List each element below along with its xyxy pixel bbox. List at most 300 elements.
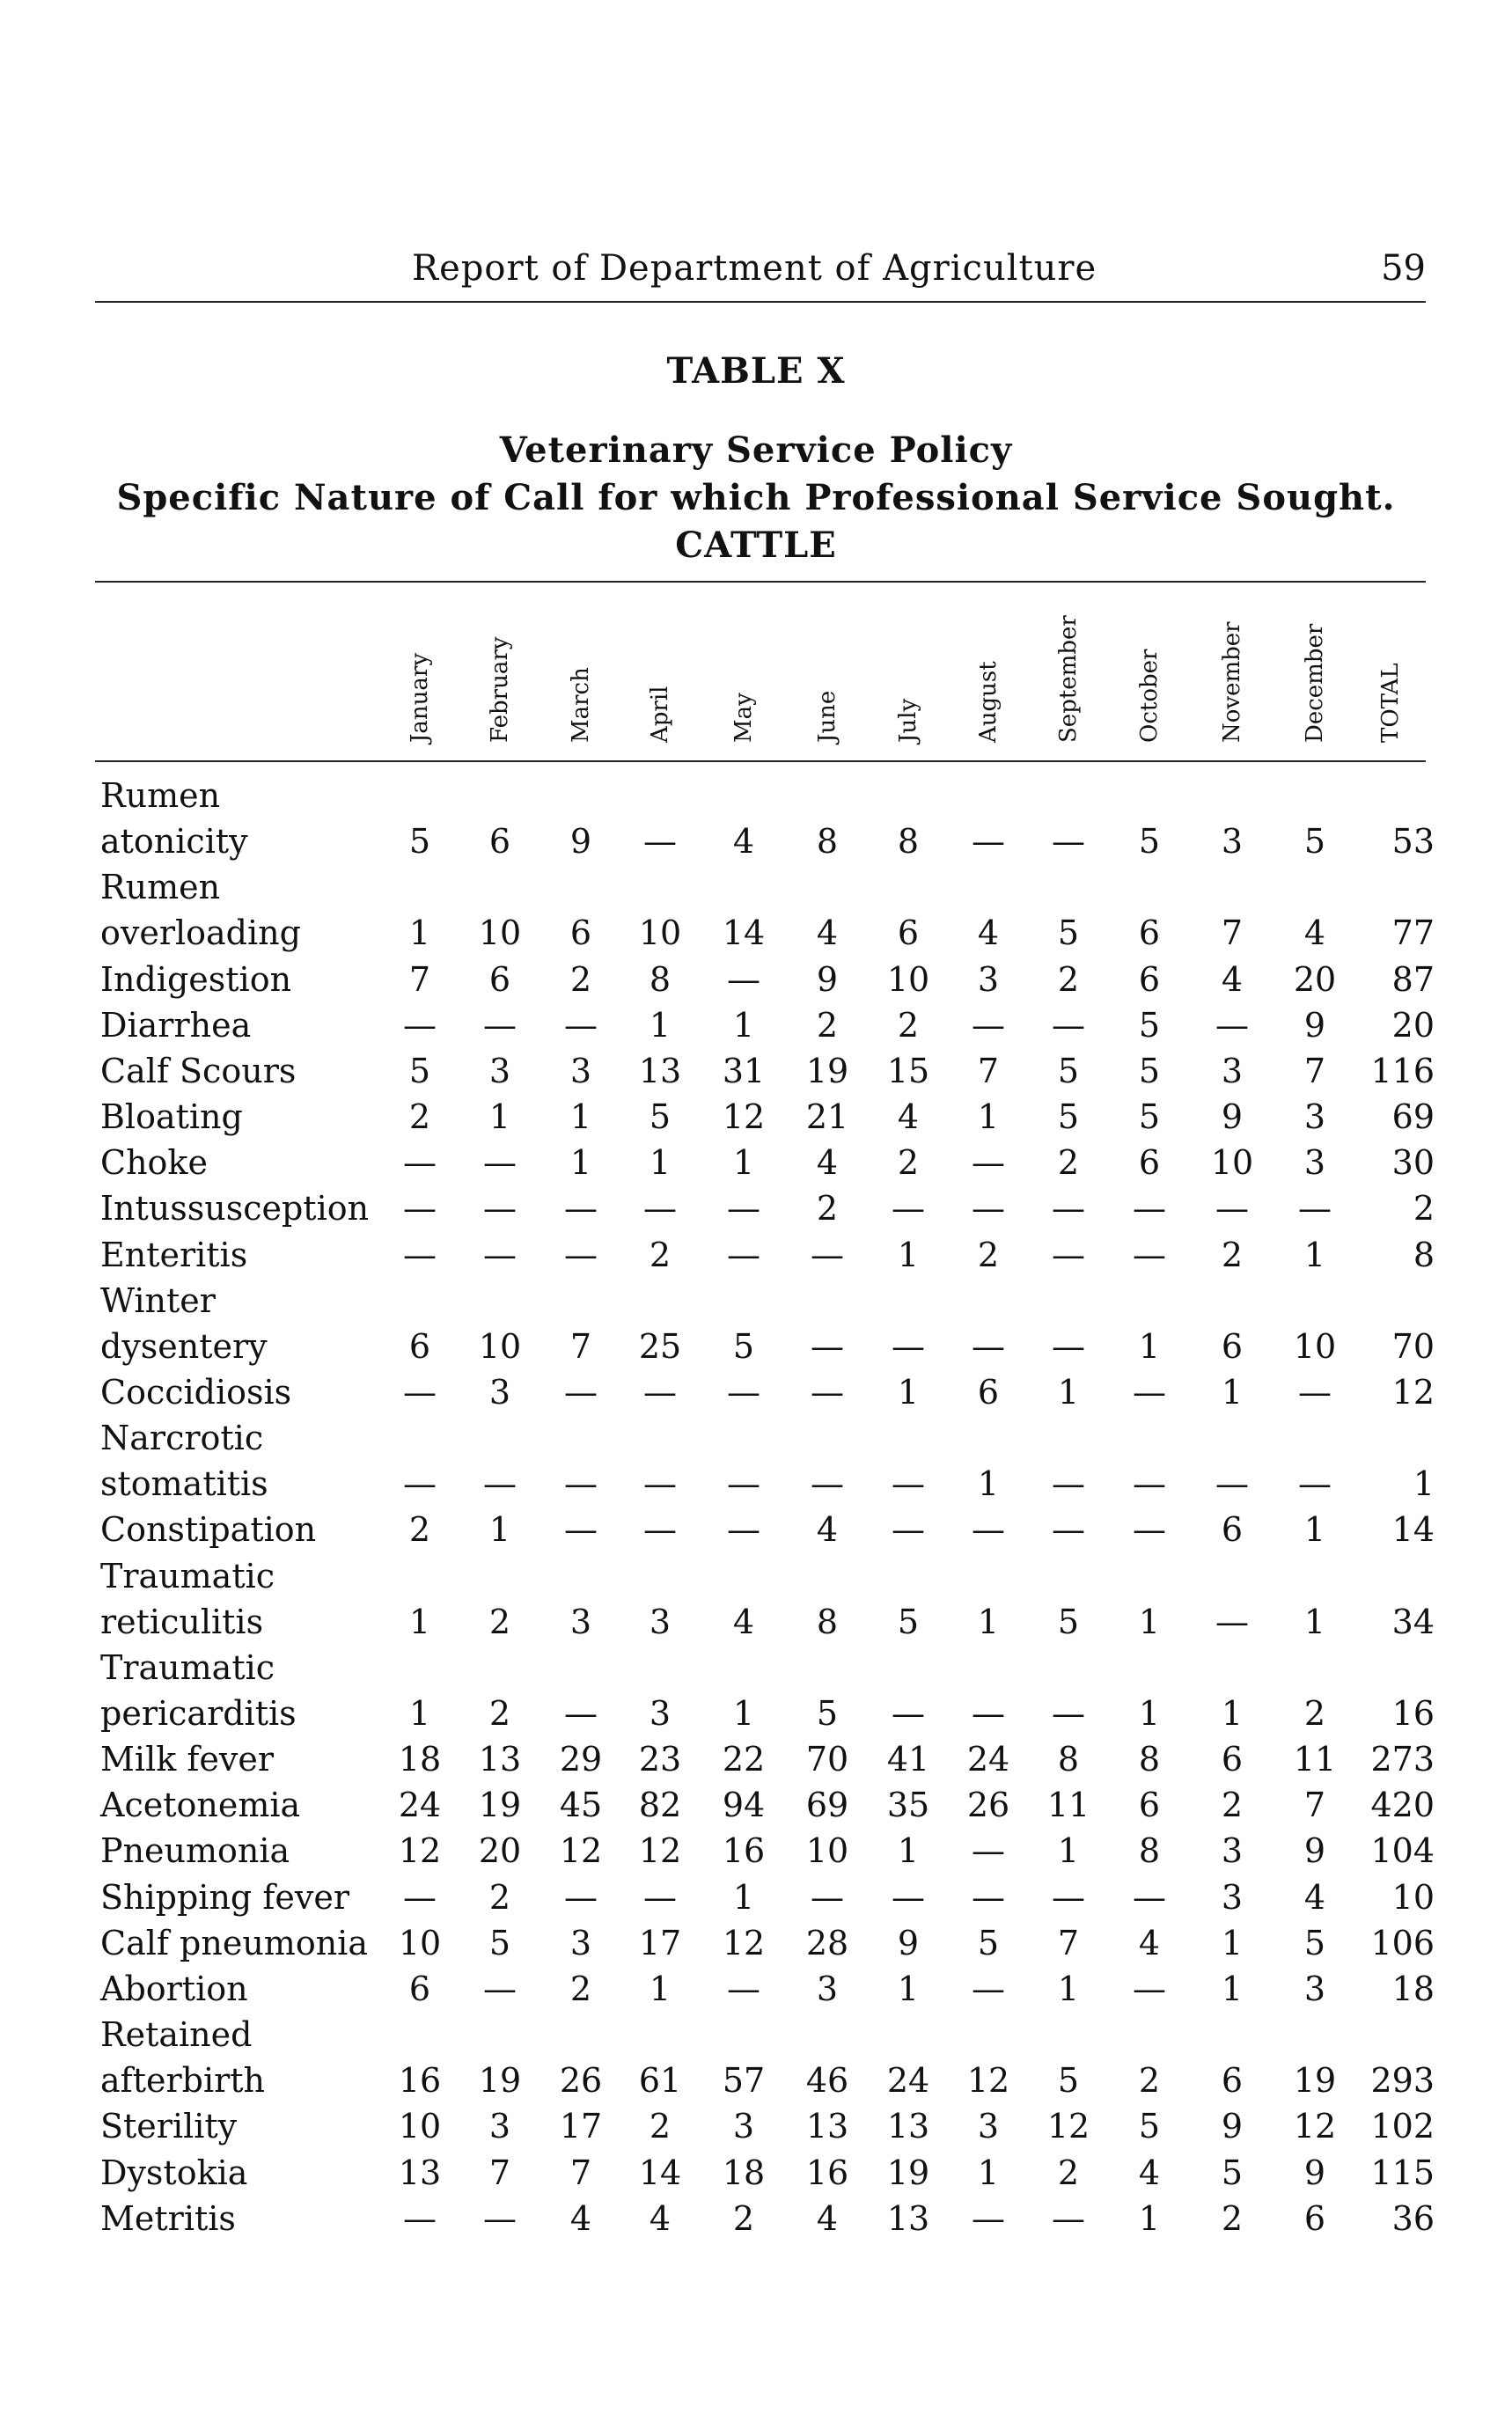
column-header-april: April [647, 686, 673, 743]
month-cell: — [564, 1236, 598, 1274]
column-header-december: December [1302, 623, 1328, 743]
month-cell: 5 [1138, 822, 1161, 861]
month-cell: — [972, 1006, 1005, 1045]
table-row [0, 1415, 1512, 1461]
month-cell: — [564, 1464, 598, 1503]
month-cell: 69 [805, 1786, 849, 1824]
month-cell: — [727, 1970, 760, 2008]
row-label: atonicity [100, 822, 248, 861]
month-cell: 8 [1138, 1831, 1161, 1870]
month-cell: — [811, 1236, 844, 1274]
month-cell: — [483, 1970, 517, 2008]
month-cell: 2 [488, 1603, 511, 1641]
month-cell: — [1298, 1464, 1332, 1503]
column-header-february: February [487, 636, 513, 743]
table-row [0, 910, 1512, 956]
month-cell: 1 [1303, 1236, 1326, 1274]
month-cell: 4 [1221, 960, 1244, 999]
month-cell: — [727, 1189, 760, 1228]
table-row [0, 2012, 1512, 2058]
month-cell: — [483, 1464, 517, 1503]
month-cell: 6 [1138, 1143, 1161, 1182]
row-label: Retained [100, 2015, 253, 2054]
month-cell: — [1052, 1327, 1085, 1366]
row-label: Rumen [100, 868, 221, 906]
month-cell: 19 [478, 2061, 522, 2100]
total-cell: 20 [1391, 1006, 1435, 1045]
month-cell: — [564, 1878, 598, 1917]
month-cell: 6 [1221, 2061, 1244, 2100]
month-cell: — [811, 1464, 844, 1503]
table-row [0, 1507, 1512, 1552]
month-cell: 4 [1303, 1878, 1326, 1917]
row-label: Shipping fever [100, 1878, 350, 1917]
month-cell: 35 [886, 1786, 930, 1824]
month-cell: 13 [886, 2107, 930, 2146]
month-cell: 3 [569, 1924, 592, 1962]
total-cell: 102 [1370, 2107, 1435, 2146]
month-cell: 5 [1057, 1052, 1080, 1090]
table-row [0, 1966, 1512, 2012]
month-cell: — [1215, 1189, 1249, 1228]
month-cell: 10 [886, 960, 930, 999]
month-cell: 4 [816, 913, 839, 952]
month-cell: — [483, 2199, 517, 2238]
month-cell: 6 [1221, 1510, 1244, 1549]
month-cell: 7 [1303, 1052, 1326, 1090]
month-cell: 10 [398, 1924, 442, 1962]
month-cell: 3 [1303, 1970, 1326, 2008]
table-title: Veterinary Service Policy [499, 429, 1013, 471]
row-label: Bloating [100, 1097, 243, 1136]
table-row [0, 773, 1512, 818]
row-label: dysentery [100, 1327, 268, 1366]
month-cell: 4 [649, 2199, 672, 2238]
month-cell: 31 [722, 1052, 766, 1090]
month-cell: 3 [1221, 1878, 1244, 1917]
total-cell: 30 [1391, 1143, 1435, 1182]
month-cell: 5 [1057, 1603, 1080, 1641]
table-row [0, 1782, 1512, 1828]
month-cell: 13 [398, 2153, 442, 2192]
month-cell: 24 [398, 1786, 442, 1824]
row-label: Coccidiosis [100, 1373, 292, 1412]
table-row [0, 1278, 1512, 1324]
month-cell: 6 [488, 960, 511, 999]
month-cell: 3 [732, 2107, 755, 2146]
month-cell: — [1052, 822, 1085, 861]
month-cell: 7 [1303, 1786, 1326, 1824]
month-cell: 46 [805, 2061, 849, 2100]
table-category: CATTLE [675, 524, 837, 566]
month-cell: 9 [897, 1924, 920, 1962]
month-cell: 11 [1293, 1740, 1337, 1779]
month-cell: 6 [1138, 1786, 1161, 1824]
column-header-november: November [1219, 621, 1245, 743]
month-cell: 28 [805, 1924, 849, 1962]
month-cell: 1 [1303, 1510, 1326, 1549]
month-cell: — [643, 1189, 677, 1228]
month-cell: — [1133, 1510, 1166, 1549]
row-label: Constipation [100, 1510, 317, 1549]
row-label: Calf pneumonia [100, 1924, 368, 1962]
month-cell: — [564, 1189, 598, 1228]
month-cell: 13 [638, 1052, 682, 1090]
total-cell: 420 [1370, 1786, 1435, 1824]
total-cell: 16 [1391, 1694, 1435, 1733]
month-cell: — [403, 1189, 437, 1228]
column-header-september: September [1055, 615, 1082, 743]
month-cell: 4 [897, 1097, 920, 1136]
month-cell: 2 [897, 1143, 920, 1182]
month-cell: 1 [1221, 1924, 1244, 1962]
table-row [0, 957, 1512, 1002]
month-cell: 5 [1303, 822, 1326, 861]
month-cell: 1 [977, 1464, 1000, 1503]
month-cell: — [483, 1006, 517, 1045]
month-cell: 4 [1138, 1924, 1161, 1962]
month-cell: 2 [977, 1236, 1000, 1274]
month-cell: 6 [1138, 960, 1161, 999]
month-cell: 18 [398, 1740, 442, 1779]
month-cell: 3 [1303, 1143, 1326, 1182]
month-cell: 10 [398, 2107, 442, 2146]
month-cell: 12 [722, 1097, 766, 1136]
table-row [0, 1691, 1512, 1736]
month-cell: 3 [649, 1603, 672, 1641]
month-cell: 3 [1221, 1831, 1244, 1870]
month-cell: 14 [722, 913, 766, 952]
row-label: Abortion [100, 1970, 248, 2008]
total-cell: 106 [1370, 1924, 1435, 1962]
month-cell: 5 [1303, 1924, 1326, 1962]
month-cell: 5 [1138, 1006, 1161, 1045]
month-cell: 1 [488, 1097, 511, 1136]
table-row [0, 1185, 1512, 1231]
column-header-total: TOTAL [1377, 663, 1404, 743]
month-cell: 2 [897, 1006, 920, 1045]
month-cell: — [564, 1694, 598, 1733]
running-title: Report of Department of Agriculture [412, 248, 1097, 289]
month-cell: — [483, 1236, 517, 1274]
month-cell: 1 [732, 1143, 755, 1182]
month-cell: — [1133, 1189, 1166, 1228]
month-cell: 19 [1293, 2061, 1337, 2100]
row-label: Milk fever [100, 1740, 274, 1779]
month-cell: — [1052, 1694, 1085, 1733]
month-cell: 7 [1057, 1924, 1080, 1962]
month-cell: 2 [1303, 1694, 1326, 1733]
table-row [0, 1736, 1512, 1782]
month-cell: 7 [569, 1327, 592, 1366]
month-cell: 4 [816, 2199, 839, 2238]
month-cell: 8 [816, 1603, 839, 1641]
total-cell: 293 [1370, 2061, 1435, 2100]
month-cell: — [727, 1464, 760, 1503]
month-cell: — [892, 1464, 925, 1503]
page-number: 59 [1381, 248, 1426, 289]
month-cell: 19 [805, 1052, 849, 1090]
month-cell: 1 [569, 1143, 592, 1182]
total-cell: 12 [1391, 1373, 1435, 1412]
month-cell: 1 [1138, 1327, 1161, 1366]
table-row [0, 864, 1512, 910]
month-cell: 26 [966, 1786, 1010, 1824]
month-cell: 10 [638, 913, 682, 952]
month-cell: — [972, 1970, 1005, 2008]
month-cell: 8 [1138, 1740, 1161, 1779]
month-cell: 25 [638, 1327, 682, 1366]
month-cell: 8 [1057, 1740, 1080, 1779]
month-cell: 6 [408, 1970, 431, 2008]
month-cell: — [811, 1373, 844, 1412]
month-cell: 20 [1293, 960, 1337, 999]
month-cell: 2 [1057, 960, 1080, 999]
month-cell: 5 [1138, 1097, 1161, 1136]
table-subtitle: Specific Nature of Call for which Professional Service Sought. [116, 477, 1396, 518]
month-cell: — [1215, 1603, 1249, 1641]
month-cell: 12 [638, 1831, 682, 1870]
month-cell: — [892, 1189, 925, 1228]
row-label: Acetonemia [100, 1786, 301, 1824]
table-top-rule [95, 581, 1426, 583]
month-cell: 17 [638, 1924, 682, 1962]
month-cell: 1 [649, 1970, 672, 2008]
month-cell: — [892, 1327, 925, 1366]
month-cell: 94 [722, 1786, 766, 1824]
total-cell: 2 [1413, 1189, 1435, 1228]
month-cell: 8 [816, 822, 839, 861]
month-cell: 12 [1046, 2107, 1090, 2146]
month-cell: 9 [1303, 1831, 1326, 1870]
month-cell: 2 [488, 1878, 511, 1917]
month-cell: 13 [478, 1740, 522, 1779]
table-row [0, 1140, 1512, 1185]
month-cell: 2 [1057, 1143, 1080, 1182]
month-cell: 6 [408, 1327, 431, 1366]
month-cell: 22 [722, 1740, 766, 1779]
month-cell: — [643, 1510, 677, 1549]
month-cell: 19 [886, 2153, 930, 2192]
table-row [0, 1828, 1512, 1874]
row-label: Dystokia [100, 2153, 248, 2192]
month-cell: 70 [805, 1740, 849, 1779]
month-cell: 2 [649, 1236, 672, 1274]
month-cell: 9 [569, 822, 592, 861]
month-cell: 16 [722, 1831, 766, 1870]
month-cell: 26 [559, 2061, 603, 2100]
total-cell: 77 [1391, 913, 1435, 952]
month-cell: 3 [649, 1694, 672, 1733]
month-cell: 3 [569, 1603, 592, 1641]
row-label: Calf Scours [100, 1052, 297, 1090]
month-cell: 2 [816, 1006, 839, 1045]
month-cell: — [643, 1373, 677, 1412]
month-cell: 5 [1221, 2153, 1244, 2192]
month-cell: 7 [977, 1052, 1000, 1090]
month-cell: — [892, 1510, 925, 1549]
month-cell: — [483, 1143, 517, 1182]
month-cell: 6 [1221, 1327, 1244, 1366]
month-cell: 10 [805, 1831, 849, 1870]
month-cell: 6 [1303, 2199, 1326, 2238]
month-cell: 6 [1138, 913, 1161, 952]
month-cell: — [1298, 1373, 1332, 1412]
month-cell: 11 [1046, 1786, 1090, 1824]
column-header-january: January [407, 652, 433, 743]
total-cell: 10 [1391, 1878, 1435, 1917]
table-label: TABLE X [666, 350, 846, 392]
month-cell: 7 [488, 2153, 511, 2192]
month-cell: 8 [649, 960, 672, 999]
month-cell: — [403, 2199, 437, 2238]
month-cell: — [403, 1006, 437, 1045]
total-cell: 70 [1391, 1327, 1435, 1366]
page-header [95, 248, 1426, 303]
month-cell: 1 [1221, 1694, 1244, 1733]
month-cell: 4 [1303, 913, 1326, 952]
month-cell: 9 [816, 960, 839, 999]
month-cell: 5 [1138, 2107, 1161, 2146]
month-cell: 1 [1138, 2199, 1161, 2238]
month-cell: 5 [649, 1097, 672, 1136]
month-cell: 1 [1057, 1831, 1080, 1870]
month-cell: 61 [638, 2061, 682, 2100]
month-cell: 7 [1221, 913, 1244, 952]
month-cell: 1 [649, 1006, 672, 1045]
row-label: Rumen [100, 776, 221, 815]
month-cell: — [892, 1694, 925, 1733]
month-cell: 1 [408, 913, 431, 952]
month-cell: 1 [897, 1970, 920, 2008]
month-cell: 16 [398, 2061, 442, 2100]
month-cell: 3 [569, 1052, 592, 1090]
total-cell: 8 [1413, 1236, 1435, 1274]
month-cell: 41 [886, 1740, 930, 1779]
month-cell: 5 [732, 1327, 755, 1366]
month-cell: — [403, 1464, 437, 1503]
month-cell: 6 [1221, 1740, 1244, 1779]
month-cell: 13 [805, 2107, 849, 2146]
month-cell: 4 [569, 2199, 592, 2238]
total-cell: 34 [1391, 1603, 1435, 1641]
month-cell: 9 [1221, 2107, 1244, 2146]
month-cell: 3 [488, 1052, 511, 1090]
month-cell: 12 [966, 2061, 1010, 2100]
row-label: Traumatic [100, 1557, 275, 1595]
month-cell: — [403, 1143, 437, 1182]
row-label: reticulitis [100, 1603, 264, 1641]
month-cell: — [643, 1878, 677, 1917]
month-cell: — [972, 1878, 1005, 1917]
month-cell: — [1215, 1006, 1249, 1045]
month-cell: — [1052, 1878, 1085, 1917]
month-cell: 6 [488, 822, 511, 861]
month-cell: 1 [897, 1236, 920, 1274]
row-label: Traumatic [100, 1648, 275, 1687]
month-cell: — [1052, 1006, 1085, 1045]
table-row [0, 1920, 1512, 1966]
month-cell: 4 [816, 1143, 839, 1182]
month-cell: — [811, 1878, 844, 1917]
row-label: Intussusception [100, 1189, 370, 1228]
table-row [0, 2103, 1512, 2149]
month-cell: 23 [638, 1740, 682, 1779]
month-cell: 2 [569, 960, 592, 999]
total-cell: 14 [1391, 1510, 1435, 1549]
table-row [0, 1369, 1512, 1415]
table-row [0, 1324, 1512, 1369]
month-cell: 17 [559, 2107, 603, 2146]
table-row [0, 1874, 1512, 1920]
row-label: Sterility [100, 2107, 238, 2146]
month-cell: 21 [805, 1097, 849, 1136]
month-cell: 24 [966, 1740, 1010, 1779]
month-cell: 1 [732, 1878, 755, 1917]
month-cell: 1 [1303, 1603, 1326, 1641]
month-cell: — [972, 1510, 1005, 1549]
month-cell: 3 [1221, 1052, 1244, 1090]
month-cell: 6 [569, 913, 592, 952]
column-header-july: July [895, 698, 921, 743]
month-cell: 29 [559, 1740, 603, 1779]
month-cell: — [403, 1373, 437, 1412]
month-cell: 1 [408, 1694, 431, 1733]
month-cell: — [564, 1373, 598, 1412]
table-row [0, 2196, 1512, 2241]
month-cell: 20 [478, 1831, 522, 1870]
month-cell: — [564, 1006, 598, 1045]
month-cell: 2 [408, 1097, 431, 1136]
month-cell: — [972, 2199, 1005, 2238]
row-label: Indigestion [100, 960, 292, 999]
month-cell: 9 [1221, 1097, 1244, 1136]
month-cell: — [1052, 1236, 1085, 1274]
month-cell: 4 [977, 913, 1000, 952]
row-label: Pneumonia [100, 1831, 290, 1870]
month-cell: — [811, 1327, 844, 1366]
month-cell: — [564, 1510, 598, 1549]
month-cell: 24 [886, 2061, 930, 2100]
total-cell: 116 [1370, 1052, 1435, 1090]
month-cell: — [1052, 1464, 1085, 1503]
month-cell: 1 [732, 1006, 755, 1045]
month-cell: — [1215, 1464, 1249, 1503]
total-cell: 53 [1391, 822, 1435, 861]
month-cell: — [483, 1189, 517, 1228]
month-cell: 1 [977, 2153, 1000, 2192]
month-cell: — [892, 1878, 925, 1917]
month-cell: — [643, 1464, 677, 1503]
month-cell: 6 [897, 913, 920, 952]
month-cell: — [727, 960, 760, 999]
month-cell: 1 [897, 1373, 920, 1412]
month-cell: 2 [1138, 2061, 1161, 2100]
month-cell: 1 [1221, 1373, 1244, 1412]
column-header-march: March [568, 667, 594, 743]
row-label: Choke [100, 1143, 208, 1182]
month-cell: — [643, 822, 677, 861]
table-row [0, 2150, 1512, 2196]
total-cell: 36 [1391, 2199, 1435, 2238]
month-cell: — [403, 1878, 437, 1917]
month-cell: 1 [649, 1143, 672, 1182]
month-cell: 8 [897, 822, 920, 861]
month-cell: 10 [478, 1327, 522, 1366]
month-cell: 3 [816, 1970, 839, 2008]
month-cell: 4 [816, 1510, 839, 1549]
month-cell: 57 [722, 2061, 766, 2100]
